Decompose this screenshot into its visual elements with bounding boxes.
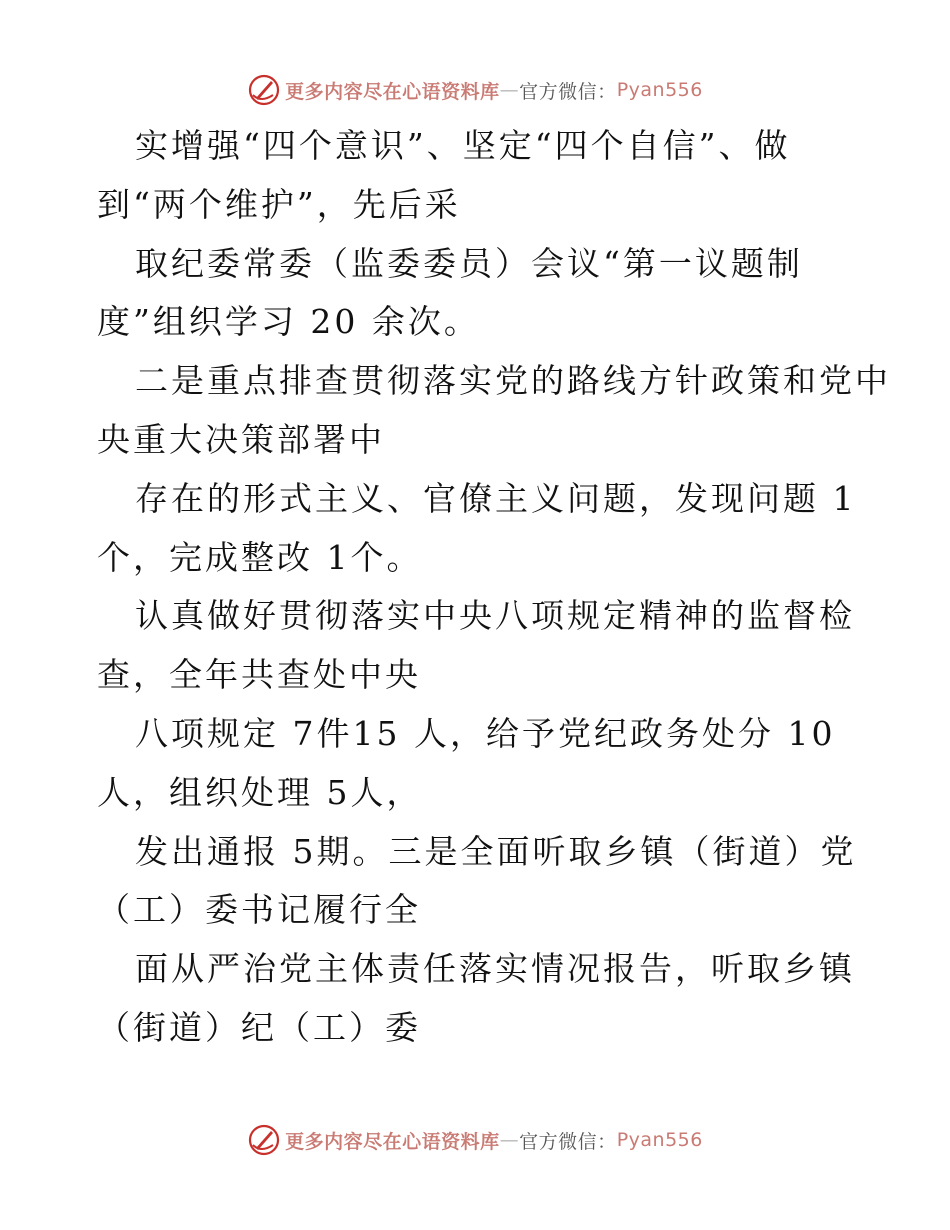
body-line: 央重大决策部署中 — [97, 419, 385, 459]
banner-wechat-label: 官方微信： — [519, 1130, 617, 1153]
header-banner — [0, 70, 950, 110]
body-line: 个，完成整改 1个。 — [97, 537, 423, 577]
body-line: 到“两个维护”，先后采 — [97, 184, 461, 224]
body-line: 二是重点排查贯彻落实党的路线方针政策和党中 — [135, 361, 891, 401]
banner-dash: — — [499, 79, 520, 101]
red-quill-logo-icon — [247, 1123, 281, 1157]
body-line: 面从严治党主体责任落实情况报告，听取乡镇 — [135, 949, 855, 989]
banner-text: 更多内容尽在心语资料库 — [285, 1130, 500, 1153]
body-line: 度”组织学习 20 余次。 — [97, 302, 480, 342]
footer-banner — [0, 1120, 950, 1160]
banner-wechat-label: 官方微信： — [519, 80, 617, 103]
body-line: 人，组织处理 5人， — [97, 772, 423, 812]
body-line: 取纪委常委（监委委员）会议“第一议题制 — [135, 243, 803, 283]
body-line: 认真做好贯彻落实中央八项规定精神的监督检 — [135, 596, 855, 636]
body-line: 实增强“四个意识”、坚定“四个自信”、做 — [135, 126, 791, 165]
body-line: （工）委书记履行全 — [97, 890, 421, 930]
banner-wechat-id: Pyan556 — [616, 1129, 703, 1151]
body-line: 八项规定 7件15 人，给予党纪政务处分 10 — [135, 713, 836, 753]
body-line: 发出通报 5期。三是全面听取乡镇（街道）党 — [135, 831, 857, 871]
document-body — [97, 117, 891, 1058]
red-quill-logo-icon — [247, 73, 281, 107]
banner-text: 更多内容尽在心语资料库 — [285, 80, 500, 103]
body-line: （街道）纪（工）委 — [97, 1007, 421, 1047]
body-line: 查，全年共查处中央 — [97, 655, 421, 695]
banner-dash: — — [499, 1129, 520, 1151]
banner-wechat-id: Pyan556 — [616, 79, 703, 101]
body-line: 存在的形式主义、官僚主义问题，发现问题 1 — [135, 478, 857, 518]
